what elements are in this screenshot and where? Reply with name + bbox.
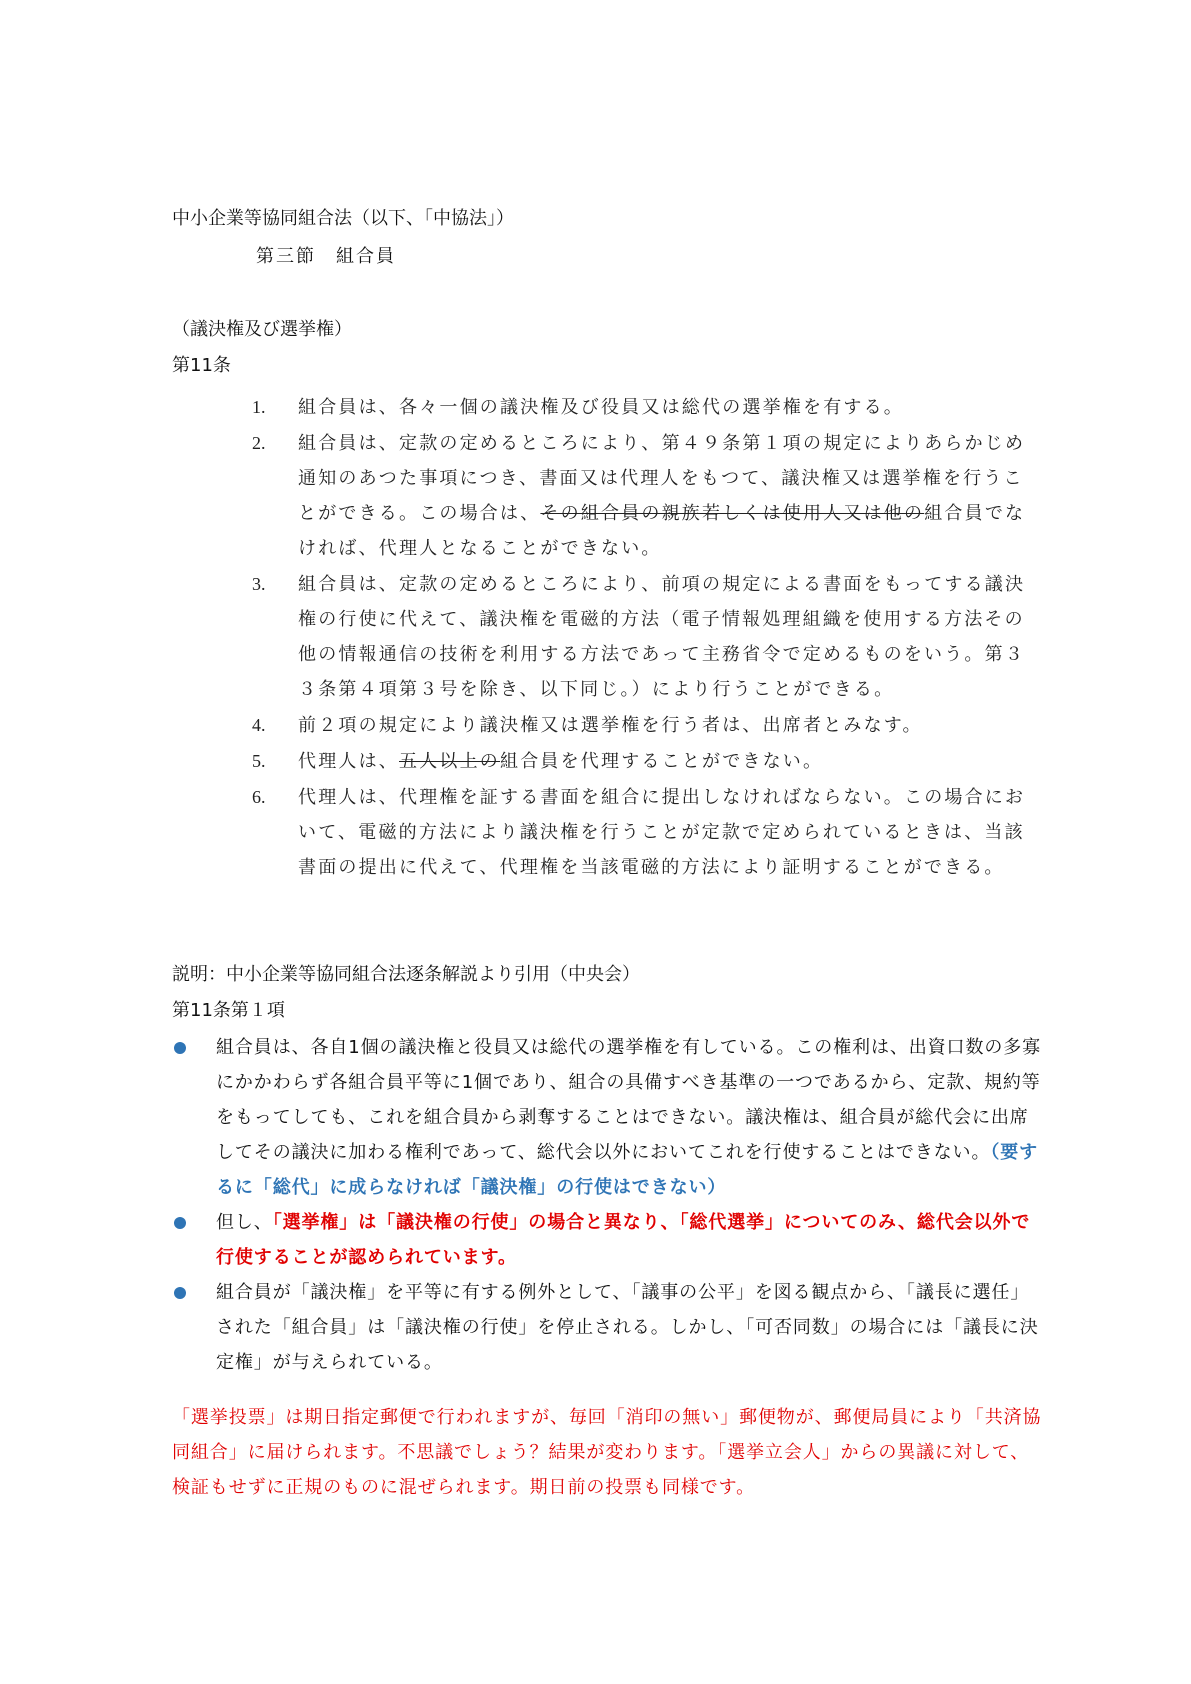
document-title: 中小企業等協同組合法（以下、「中協法」）	[172, 208, 514, 229]
item-text: 組合員は、定款の定めるところにより、第４９条第１項の規定によりあらかじめ通知のあつた事項につき、書面又は代理人をもつて、議決権又は選挙権を行うことができる。この場合は、	[298, 433, 1026, 524]
explanation-bullets	[172, 1030, 1042, 1380]
item-text: 代理人は、代理権を証する書面を組合に提出しなければならない。この場合において、電磁的方法により議決権を行うことが定款で定められているときは、当該書面の提出に代えて、代理権を当該電磁的方法により証明することができる。	[298, 787, 1026, 878]
explanation-heading: 説明：中小企業等協同組合法逐条解説より引用（中央会）	[172, 964, 640, 985]
bullet-lead: 但し、	[216, 1212, 273, 1233]
item-text: 組合員は、各々一個の議決権及び役員又は総代の選挙権を有する。	[298, 397, 904, 418]
item-number: 1.	[252, 397, 266, 417]
bullet-emphasis: 「選挙権」は「議決権の行使」の場合と異なり、「総代選挙」についてのみ、総代会以外で行使することが認められています。	[216, 1212, 1031, 1268]
item-number: 3.	[252, 574, 266, 594]
item-number: 2.	[252, 433, 266, 453]
bullet-item	[172, 1205, 1042, 1275]
article-item-1	[252, 390, 1042, 425]
bullet-item	[172, 1030, 1042, 1205]
item-number: 4.	[252, 715, 266, 735]
article-item-6	[252, 780, 1042, 885]
struck-text: その組合員の親族若しくは使用人又は他の	[540, 503, 925, 524]
bullet-text: 組合員が「議決権」を平等に有する例外として、「議事の公平」を図る観点から、「議長に選任」された「組合員」は「議決権の行使」を停止される。しかし、「可否同数」の場合には「議長に決定権」が与えられている。	[216, 1282, 1039, 1373]
filled-circle-icon	[174, 1287, 186, 1299]
explanation-subheading: 第11条第１項	[172, 1000, 285, 1021]
item-text: 組合員は、定款の定めるところにより、前項の規定による書面をもってする議決権の行使に代えて、議決権を電磁的方法（電子情報処理組織を使用する方法その他の情報通信の技術を利用する方法であって主務省令で定めるものをいう。第３３条第４項第３号を除き、以下同じ。）により行うことができる。	[298, 574, 1026, 700]
bullet-text: 組合員は、各自1個の議決権と役員又は総代の選挙権を有している。この権利は、出資口数の多寡にかかわらず各組合員平等に1個であり、組合の具備すべき基準の一つであるから、定款、規約等をもってしても、これを組合員から剥奪することはできない。議決権は、組合員が総代会に出席してその議決に加わる権利であって、総代会以外においてこれを行使することはできない。	[216, 1037, 1042, 1163]
struck-text: 五人以上の	[399, 751, 500, 772]
bullet-item	[172, 1275, 1042, 1380]
article-items	[252, 390, 1042, 886]
item-text: 代理人は、	[298, 751, 399, 772]
article-item-4	[252, 708, 1042, 743]
item-text-after: 組合員でなければ、代理人となることができない。	[298, 503, 1026, 559]
filled-circle-icon	[174, 1217, 186, 1229]
item-number: 6.	[252, 787, 266, 807]
article-item-5	[252, 744, 1042, 779]
bullet-emphasis: （要するに「総代」に成らなければ「議決権」の行使はできない）	[216, 1142, 1039, 1198]
article-item-2	[252, 426, 1042, 566]
item-number: 5.	[252, 751, 266, 771]
item-text: 前２項の規定により議決権又は選挙権を行う者は、出席者とみなす。	[298, 715, 923, 736]
filled-circle-icon	[174, 1042, 186, 1054]
article-caption: （議決権及び選挙権）	[172, 319, 352, 340]
section-heading: 第三節 組合員	[256, 246, 396, 267]
item-text-after: 組合員を代理することができない。	[500, 751, 824, 772]
red-note: 「選挙投票」は期日指定郵便で行われますが、毎回「消印の無い」郵便物が、郵便局員により「共済協同組合」に届けられます。不思議でしょう？結果が変わります。「選挙立会人」からの異議に対して、検証もせずに正規のものに混ぜられます。期日前の投票も同様です。	[172, 1407, 1042, 1498]
article-number: 第11条	[172, 355, 231, 376]
article-item-3	[252, 567, 1042, 707]
